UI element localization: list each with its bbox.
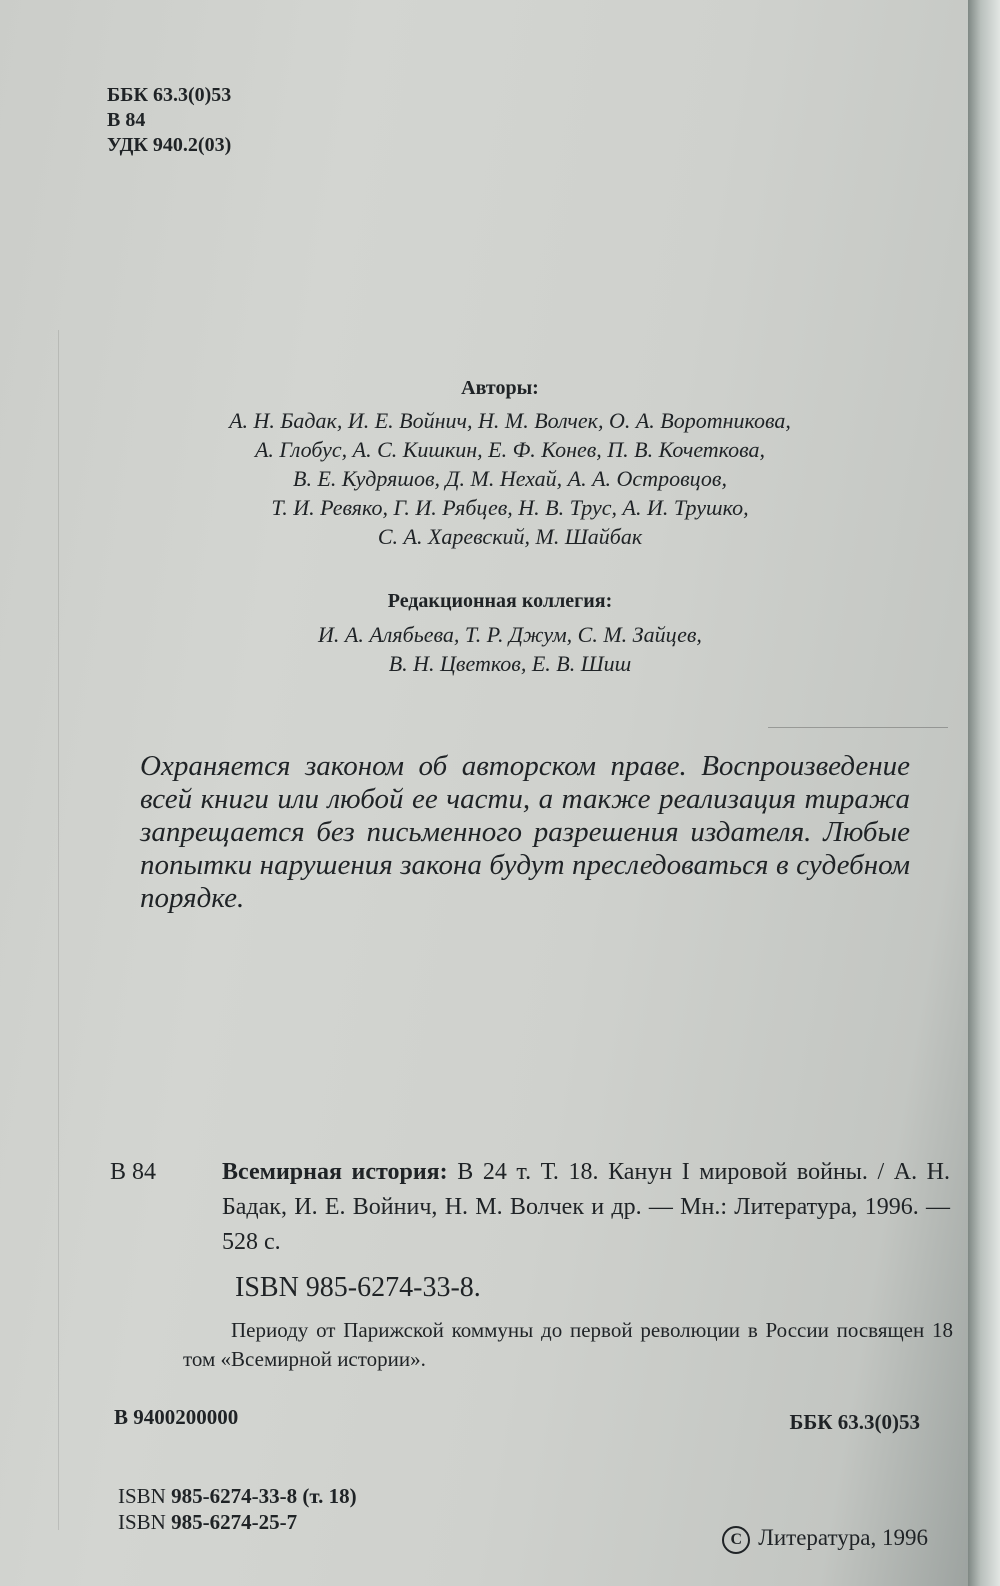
authors-line: А. Н. Бадак, И. Е. Войнич, Н. М. Волчек, О. А. Воротникова,: [229, 408, 791, 433]
copyright-holder: Литература, 1996: [758, 1525, 928, 1550]
isbn-volume: [118, 1483, 357, 1509]
divider-line: [768, 727, 948, 728]
editorial-board-list: [200, 620, 820, 678]
bbk-code: ББК 63.3(0)53: [107, 84, 232, 106]
catalog-description: [222, 1155, 950, 1260]
copyright-line: [722, 1525, 928, 1554]
author-mark: В 84: [107, 109, 146, 131]
authors-line: С. А. Харевский, М. Шайбак: [377, 524, 643, 549]
copyright-notice: Охраняется законом об авторском праве. Воспроизведение всей книги или любой ее части, а также реализация тиража запрещается без письменного разрешения издателя. Любые попытки нарушения закона будут преследоваться в судебном порядке.: [140, 750, 910, 914]
catalog-number: В 84: [110, 1159, 157, 1185]
isbn-main: ISBN 985-6274-33-8.: [235, 1272, 481, 1303]
bbk-footer: ББК 63.3(0)53: [789, 1410, 920, 1434]
isbn-prefix: ISBN: [118, 1484, 166, 1508]
editorial-board-heading: Редакционная коллегия:: [387, 590, 613, 612]
isbn-list: [118, 1483, 357, 1535]
isbn-number: 985-6274-25-7: [171, 1510, 298, 1534]
copyright-icon: C: [722, 1526, 750, 1554]
publication-code: В 9400200000: [114, 1405, 239, 1429]
classification-codes: [107, 83, 231, 158]
catalog-entry: [110, 1155, 950, 1260]
annotation: Периоду от Парижской коммуны до первой революции в России посвящен 18 том «Всемирной истории».: [183, 1318, 953, 1371]
isbn-series: [118, 1509, 357, 1535]
board-line: В. Н. Цветков, Е. В. Шиш: [388, 651, 632, 676]
board-line: И. А. Алябьева, Т. Р. Джум, С. М. Зайцев,: [318, 622, 702, 647]
authors-line: Т. И. Ревяко, Г. И. Рябцев, Н. В. Трус, А. И. Трушко,: [271, 495, 749, 520]
authors-line: В. Е. Кудряшов, Д. М. Нехай, А. А. Островцов,: [293, 466, 727, 491]
book-details: В 24 т. Т. 18. Канун I мировой войны. / А. Н. Бадак, И. Е. Войнич, Н. М. Волчек и др. — Мн.: Литература, 1996. — 528 с.: [222, 1159, 951, 1255]
book-title: Всемирная история:: [222, 1159, 448, 1185]
authors-heading: Авторы:: [461, 377, 539, 399]
udk-code: УДК 940.2(03): [107, 134, 232, 156]
isbn-prefix: ISBN: [118, 1510, 166, 1534]
margin-line: [58, 330, 59, 1530]
authors-line: А. Глобус, А. С. Кишкин, Е. Ф. Конев, П. В. Кочеткова,: [254, 437, 766, 462]
authors-list: [90, 406, 930, 551]
isbn-number: 985-6274-33-8 (т. 18): [171, 1484, 357, 1508]
page-edge: [968, 0, 1000, 1586]
